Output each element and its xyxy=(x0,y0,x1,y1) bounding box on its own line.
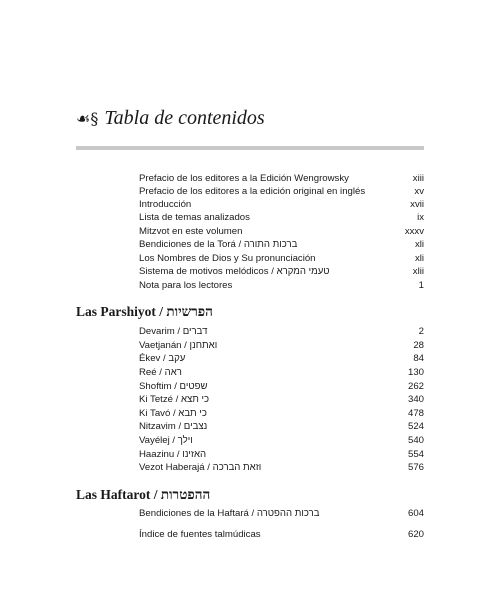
entry-title: Bendiciones de la Haftará / ברכות ההפטרה xyxy=(139,508,320,519)
toc-entry[interactable] xyxy=(139,352,424,365)
entry-page: 84 xyxy=(413,353,424,364)
toc-entry[interactable] xyxy=(139,279,424,292)
entry-title: Reé / ראה xyxy=(139,367,182,378)
entry-page: 604 xyxy=(407,508,424,519)
toc-title xyxy=(76,107,265,130)
fleuron-icon: ☙§ xyxy=(76,109,99,128)
section-heading-parshiyot: Las Parshiyot / הפרשיות xyxy=(76,304,213,319)
page-title: Tabla de contenidos xyxy=(104,107,265,129)
toc-entry[interactable] xyxy=(139,461,424,474)
toc-entry[interactable] xyxy=(139,528,424,541)
entry-title: Índice de fuentes talmúdicas xyxy=(139,529,261,540)
entry-page: 540 xyxy=(407,435,424,446)
entry-title: Lista de temas analizados xyxy=(139,212,250,223)
entry-page: xiii xyxy=(412,173,424,184)
toc-entry[interactable] xyxy=(139,325,424,338)
toc-entry[interactable] xyxy=(139,507,424,520)
entry-title: Prefacio de los editores a la Edición Wengrowsky xyxy=(139,173,349,184)
entry-page: 2 xyxy=(418,326,424,337)
entry-page: xli xyxy=(414,253,424,264)
entry-title: Ékev / עקב xyxy=(139,353,186,364)
toc-entry[interactable] xyxy=(139,265,424,278)
toc-entry[interactable] xyxy=(139,434,424,447)
toc-entry[interactable] xyxy=(139,225,424,238)
toc-entry[interactable] xyxy=(139,407,424,420)
title-divider xyxy=(76,146,424,150)
entry-page: 576 xyxy=(407,462,424,473)
entry-page: 524 xyxy=(407,421,424,432)
entry-page: xli xyxy=(414,239,424,250)
entry-title: Vaetjanán / ואתחנן xyxy=(139,340,218,351)
entry-page: ix xyxy=(417,212,424,223)
entry-page: 262 xyxy=(407,381,424,392)
entry-title: Mitzvot en este volumen xyxy=(139,226,243,237)
entry-title: Vayélej / וילך xyxy=(139,435,193,446)
toc-entry[interactable] xyxy=(139,185,424,198)
toc-entry[interactable] xyxy=(139,211,424,224)
entry-title: Nota para los lectores xyxy=(139,280,233,291)
entry-page: 130 xyxy=(407,367,424,378)
entry-page: 1 xyxy=(418,280,424,291)
entry-title: Shoftim / שפטים xyxy=(139,381,208,392)
entry-page: xv xyxy=(414,186,424,197)
entry-title: Haazinu / האזינו xyxy=(139,449,207,460)
entry-title: Sistema de motivos melódicos / טעמי המקרא xyxy=(139,266,330,277)
entry-title: Prefacio de los editores a la edición original en inglés xyxy=(139,186,366,197)
toc-entry[interactable] xyxy=(139,448,424,461)
entry-page: 340 xyxy=(407,394,424,405)
toc-entry[interactable] xyxy=(139,380,424,393)
toc-entry[interactable] xyxy=(139,198,424,211)
entry-title: Introducción xyxy=(139,199,192,210)
toc-entry[interactable] xyxy=(139,339,424,352)
entry-page: 478 xyxy=(407,408,424,419)
entry-title: Bendiciones de la Torá / ברכות התורה xyxy=(139,239,298,250)
entry-page: xlii xyxy=(412,266,424,277)
entry-title: Los Nombres de Dios y Su pronunciación xyxy=(139,253,316,264)
toc-entry[interactable] xyxy=(139,172,424,185)
toc-entry[interactable] xyxy=(139,252,424,265)
entry-page: xvii xyxy=(410,199,424,210)
entry-title: Ki Tavó / כי תבא xyxy=(139,408,207,419)
entry-title: Vezot Haberajá / וזאת הברכה xyxy=(139,462,262,473)
section-heading-haftarot: Las Haftarot / ההפטרות xyxy=(76,487,211,502)
toc-entry[interactable] xyxy=(139,366,424,379)
toc-entry[interactable] xyxy=(139,420,424,433)
entry-title: Ki Tetzé / כי תצא xyxy=(139,394,210,405)
entry-page: 28 xyxy=(413,340,424,351)
entry-page: 620 xyxy=(407,529,424,540)
toc-entry[interactable] xyxy=(139,393,424,406)
toc-entry[interactable] xyxy=(139,238,424,251)
entry-page: 554 xyxy=(407,449,424,460)
entry-page: xxxv xyxy=(404,226,424,237)
entry-title: Nitzavim / נצבים xyxy=(139,421,208,432)
entry-title: Devarim / דברים xyxy=(139,326,208,337)
